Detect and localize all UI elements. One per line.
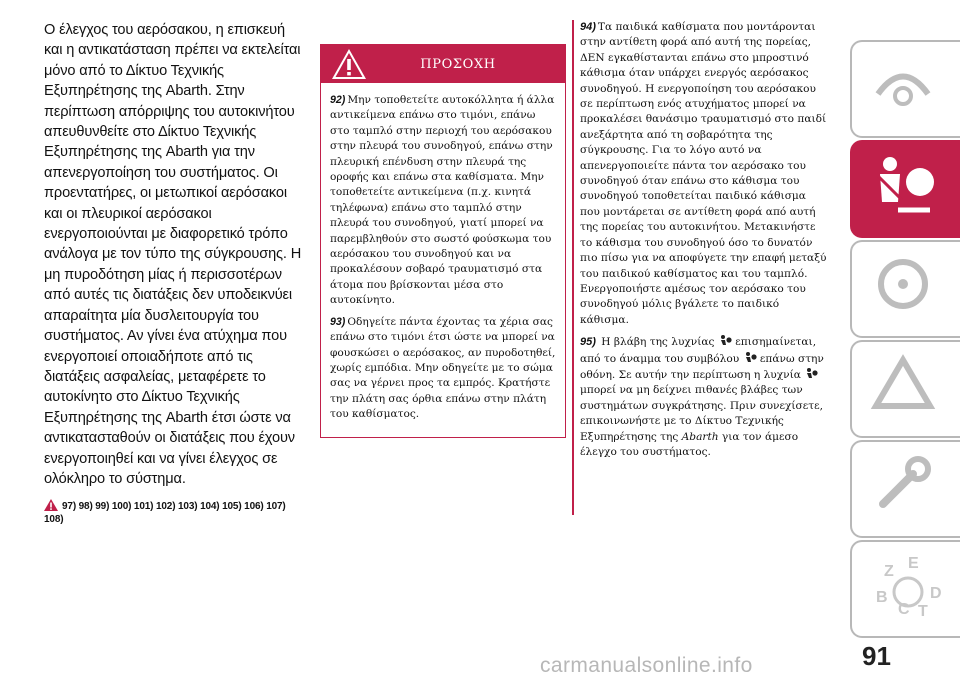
airbag-warning-light-icon [718, 334, 732, 348]
svg-text:D: D [930, 585, 942, 602]
airbag-warning-light-icon [804, 367, 818, 381]
wrench-icon [868, 454, 938, 514]
item-text: Η βλάβη της λυχνίας [601, 336, 715, 349]
warning-continuation-column [580, 20, 828, 466]
warning-references [44, 499, 302, 526]
main-text-column [44, 20, 302, 526]
brand-name: Abarth [681, 430, 719, 443]
warning-item-95 [580, 334, 828, 460]
airbag-symbol-icon [743, 351, 757, 365]
svg-text:T: T [918, 603, 928, 620]
alphabet-index-icon [868, 554, 948, 624]
warning-icon [44, 499, 58, 511]
svg-text:E: E [908, 555, 919, 572]
steering-wheel-icon [868, 254, 938, 314]
item-number: 94) [580, 21, 596, 33]
chapter-tab-emergency[interactable] [850, 340, 960, 438]
item-text: Τα παιδικά καθίσματα που μοντάρονται στην αντίθετη φορά από αυτή της πορείας, ΔΕΝ εγκαθίστανται επάνω στο μπροστινό κάθισμα όταν υπάρχει ενεργός αερόσακος συνοδηγού. Η ενεργοποίηση του αερόσακου σε περίπτωση ενός ατυχήματος μπορεί να προκαλέσει θανάσιμο τραυματισμό στο παιδί ανεξάρτητα από τη σοβαρότητα της σύγκρουσης. Για το λόγο αυτό να απενεργοποιείτε πάντα τον αερόσακο του συνοδηγού όταν επάνω στο κάθισμα του συνοδηγού τοποθετείται παιδικό κάθισμα που μοντάρεται σε αντίθετη φορά από αυτή της πορείας του αυτοκινήτου. Μετακινήστε το κάθισμα του συνοδηγού όσο το δυνατόν πιο πίσω για να αποφύγετε την επαφή μεταξύ του παιδικού καθίσματος και του ταμπλό. Ενεργοποιήστε αμέσως τον αερόσακο του συνοδηγού μόλις βγάλετε το παιδικό κάθισμα. [580, 21, 827, 326]
car-dashboard-icon [868, 54, 938, 114]
chapter-tab-technical-data[interactable] [850, 540, 960, 638]
warning-item-94 [580, 20, 828, 328]
item-text: για τον άμεσο έλεγχο του συστήματος. [580, 430, 799, 458]
attention-box [320, 44, 566, 438]
attention-title: ΠΡΟΣΟΧΗ [420, 56, 496, 72]
watermark-text: carmanualsonline.info [540, 654, 753, 677]
airbag-service-paragraph: Ο έλεγχος του αερόσακου, η επισκευή και η αντικατάσταση πρέπει να εκτελείται μόνο από το Δίκτυο Τεχνικής Εξυπηρέτησης της Abarth. Στην περίπτωση απόρριψης του αυτοκινήτου απευθυνθείτε στο Δίκτυο Τεχνικής Εξυπηρέτησης της Abarth για την απενεργοποίηση του συστήματος. Οι προεντατήρες, οι μετωπικοί αερόσακοι και οι πλευρικοί αερόσακοι ενεργοποιούνται με διαφορετικό τρόπο ανάλογα με τον τύπο της σύγκρουσης. Η μη πυροδότηση μίας ή περισσοτέρων από αυτές τις διατάξεις δεν υποδεικνύει απαραίτητα μία δυσλειτουργία του συστήματος. Αν γίνει ένα ατύχημα που ενεργοποιεί οποιαδήποτε από τις διατάξεις ασφαλείας, μεταφέρετε το αυτοκίνητο στο Δίκτυο Τεχνικής Εξυπηρέτησης της Abarth έτσι ώστε να αντικατασταθούν οι διατάξεις που έχουν ενεργοποιηθεί και να γίνει έλεγχος σε ολόκληρο το σύστημα. [44, 22, 302, 487]
svg-text:B: B [876, 589, 888, 606]
warning-item-92 [330, 93, 556, 309]
chapter-tab-starting-driving[interactable] [850, 240, 960, 338]
attention-body [321, 83, 565, 437]
attention-header [321, 45, 565, 83]
item-text: Οδηγείτε πάντα έχοντας τα χέρια σας επάνω στο τιμόνι έτσι ώστε να μπορεί να φουσκώσει ο αερόσακος, αν πυροδοτηθεί, χωρίς εμπόδια. Μην οδηγείτε με το σώμα σας να γέρνει προς τα εμπρός. Κρατήστε την πλάτη σας όρθια επάνω στην πλάτη του καθίσματος. [330, 315, 556, 421]
column-divider [572, 20, 574, 515]
item-text: Μην τοποθετείτε αυτοκόλλητα ή άλλα αντικείμενα επάνω στο τιμόνι, επάνω στο ταμπλό στην περιοχή του αερόσακου στην πλευρά του συνοδηγού, επάνω στην πλευρική επένδυση στην πλευρά της οροφής και επάνω στα καθίσματα. Μην τοποθετείτε αντικείμενα (π.χ. κινητά τηλέφωνα) επάνω στο ταμπλό στην πλευρά του συνοδηγού, γιατί μπορεί να παρεμβληθούν στο σωστό φούσκωμα του αερόσακου του συνοδηγού και να προκαλέσουν σοβαρό τραυματισμό στα άτομα που βρίσκονται μέσα στο αυτοκίνητο. [330, 94, 555, 307]
page-number: 91 [862, 641, 891, 671]
item-text: μπορεί να μη δείχνει πιθανές βλάβες των συστημάτων συγκράτησης. Πριν συνεχίσετε, επικοινωνήστε με το Δίκτυο Τεχνικής Εξυπηρέτησης της [580, 384, 823, 443]
chapter-tab-safety[interactable] [850, 140, 960, 238]
item-text: επάνω στην οθόνη. Σε αυτήν την περίπτωση η λυχνία [580, 352, 824, 381]
svg-text:C: C [898, 601, 910, 618]
chapter-tab-dashboard[interactable] [850, 40, 960, 138]
seat-belt-airbag-icon [868, 154, 948, 218]
item-number: 93) [330, 315, 346, 328]
chapter-tab-maintenance[interactable] [850, 440, 960, 538]
references-text: 97) 98) 99) 100) 101) 102) 103) 104) 105) 106) 107) 108) [44, 501, 286, 526]
warning-triangle-icon [331, 48, 367, 80]
item-number: 92) [330, 94, 346, 106]
item-number: 95) [580, 336, 596, 349]
item-text: επισημαίνεται, από το άναμμα του συμβόλου [580, 336, 817, 365]
chapter-tabs [842, 40, 960, 678]
warning-triangle-icon [868, 354, 938, 414]
warning-item-93 [330, 315, 556, 423]
svg-text:Z: Z [884, 563, 894, 580]
